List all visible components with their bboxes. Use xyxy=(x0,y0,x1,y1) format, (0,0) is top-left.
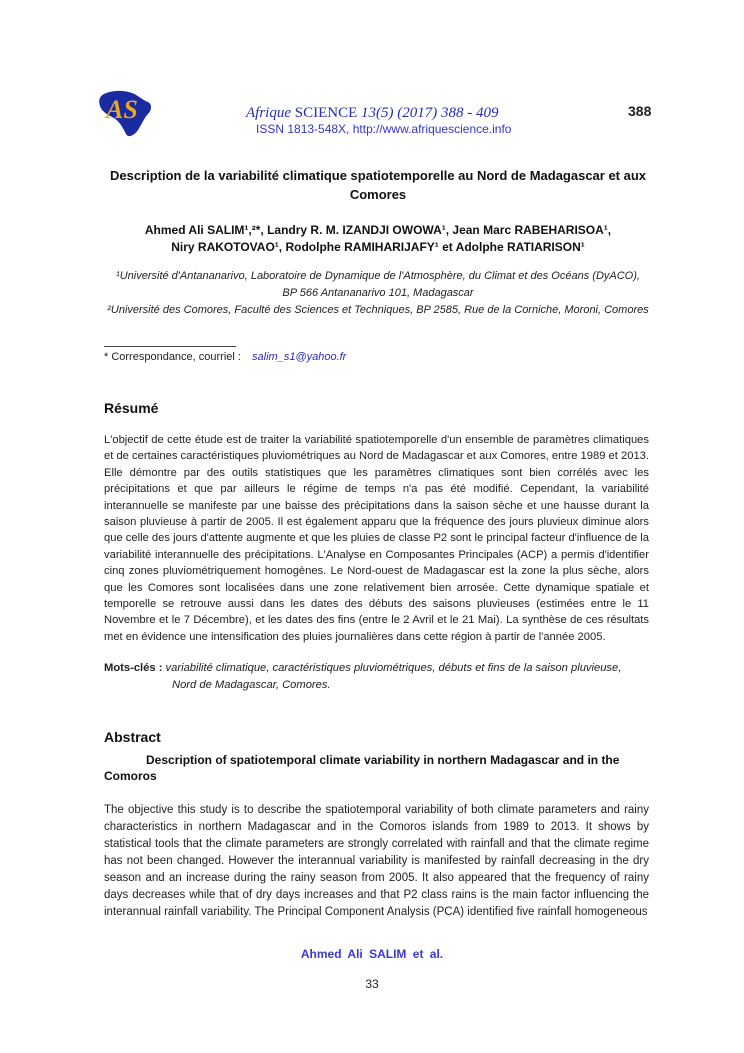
keywords-fr xyxy=(104,660,649,694)
journal-logo xyxy=(96,88,156,140)
journal-citation xyxy=(246,105,499,122)
affiliations xyxy=(100,268,656,319)
journal-science: SCIENCE xyxy=(294,105,358,121)
correspondence xyxy=(104,351,346,363)
journal-issue: 13(5) (2017) 388 - 409 xyxy=(361,105,499,121)
authors xyxy=(120,222,636,256)
journal-name: Afrique xyxy=(246,105,291,121)
logo-letters: AS xyxy=(106,95,138,124)
affiliation-line-3: ²Université des Comores, Faculté des Sciences et Techniques, BP 2585, Rue de la Corniche, Moroni, Comores xyxy=(107,304,649,316)
authors-line-2: Niry RAKOTOVAO¹, Rodolphe RAMIHARIJAFY¹ et Adolphe RATIARISON¹ xyxy=(171,240,585,254)
affiliation-line-2: BP 566 Antananarivo 101, Madagascar xyxy=(282,287,474,299)
abstract-text: The objective this study is to describe the spatiotemporal variability of both climate parameters and rainy characteristics in northern Madagascar and in the Comoros islands from 1989 to 2013. It shows by statistical tools that the climate parameters are strongly correlated with rainfall and that the climate regime has not been changed. However the interannual variability is manifested by rainfall decreasing in the dry season and an increase during the rainy season from 2005. It also appeared that the frequency of rainy days decreases while that of dry days increases and that P2 class rains is the main factor influencing the interannual rainfall variability. The Principal Component Analysis (PCA) identified five rainfall homogeneous xyxy=(104,804,649,918)
affiliation-line-1: ¹Université d'Antananarivo, Laboratoire de Dynamique de l'Atmosphère, du Climat et des Océans (DyACO), xyxy=(116,270,640,282)
abstract-title: Description of spatiotemporal climate variability in northern Madagascar and in the Comoros xyxy=(104,753,620,783)
correspondence-divider xyxy=(104,346,236,347)
resume-heading: Résumé xyxy=(104,400,159,416)
issn-line[interactable]: ISSN 1813-548X, http://www.afriquescience.info xyxy=(256,122,512,136)
resume-text: L'objectif de cette étude est de traiter la variabilité spatiotemporelle d'un ensemble de paramètres climatiques et de certaines caractéristiques pluviométriques au Nord de Madagascar et aux Comores, entre 1989 et 2013. Elle démontre par des outils statistiques que les paramètres climatiques sont bien corrélés avec les précipitations et que par ailleurs le régime de temps n'a pas été modifié. Cependant, la variabilité interannuelle se manifeste par une baisse des précipitations dans la saison sèche et une hausse durant la saison pluvieuse à partir de 2005. Il est également apparu que la fréquence des jours pluvieux diminue alors que celle des jours d'attente augmente et que les pluies de classe P2 sont le principal facteur d'influence de la variabilité interannuelle des précipitations. L'Analyse en Composantes Principales (ACP) a permis d'identifier cinq zones pluviométriquement homogènes. Le Nord-ouest de Madagascar est la zone la plus sèche, alors que les Comores sont localisées dans une zone relativement bien arrosée. Cette dynamique spatiale et temporelle se retrouve aussi dans les dates des débuts des saisons pluvieuses (estimées entre le 11 Novembre et le 7 Décembre), et les dates des fins (entre le 2 Avril et le 21 Mai). La synthèse de ces résultats met en évidence une intensification des pluies journalières dans cette région à partir de l'année 2005. xyxy=(104,434,649,643)
keywords-label: Mots-clés : xyxy=(104,662,163,674)
keywords-line-2: Nord de Madagascar, Comores. xyxy=(172,679,331,691)
correspondence-label: * Correspondance, courriel : xyxy=(104,351,241,363)
footer-authors: Ahmed Ali SALIM et al. xyxy=(300,947,444,961)
abstract-heading: Abstract xyxy=(104,729,161,745)
footer-page-number: 33 xyxy=(365,977,379,991)
keywords-line-1: variabilité climatique, caractéristiques pluviométriques, débuts et fins de la saison pluvieuse, xyxy=(165,662,622,674)
header-page-number: 388 xyxy=(628,103,652,119)
paper-title: Description de la variabilité climatique spatiotemporelle au Nord de Madagascar et aux Comores xyxy=(109,168,647,202)
authors-line-1: Ahmed Ali SALIM¹,²*, Landry R. M. IZANDJI OWOWA¹, Jean Marc RABEHARISOA¹, xyxy=(144,223,612,237)
correspondence-email[interactable]: salim_s1@yahoo.fr xyxy=(252,351,347,363)
